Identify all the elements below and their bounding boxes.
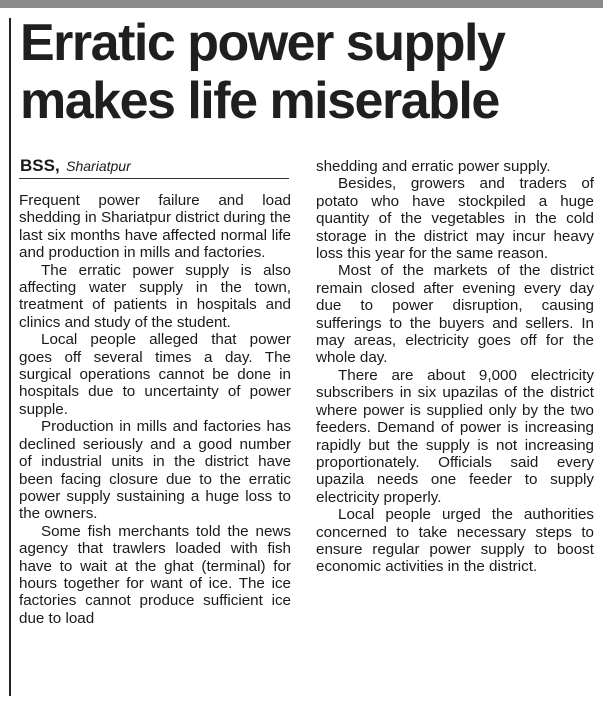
paragraph: There are about 9,000 electricity subscribers in six upazilas of the district where power is supplied only by the two feeders. Demand of power is increasing rapidly but the supply is not increasing proportionately. Officials said every upazila needs one feeder to supply electricity properly. — [316, 366, 594, 506]
left-column-rule — [9, 18, 11, 696]
top-border-bar — [0, 0, 615, 8]
paragraph: Most of the markets of the district remain closed after evening every day due to power disruption, causing sufferings to the buyers and sellers. In may areas, electricity goes off for the whole day. — [316, 262, 594, 367]
byline-place: Shariatpur — [66, 158, 131, 174]
paragraph-continued: shedding and erratic power supply. — [316, 158, 551, 175]
paragraph: Local people urged the authorities concerned to take necessary steps to ensure regular power supply to boost economic activities in the district. — [316, 506, 594, 576]
article-headline: Erratic power supply makes life miserable — [20, 14, 505, 130]
paragraph: The erratic power supply is also affecting water supply in the town, treatment of patients in hospitals and clinics and study of the student. — [19, 261, 291, 331]
paragraph: Local people alleged that power goes off several times a day. The surgical operations cannot be done in hospitals due to uncertainty of power supple. — [19, 331, 291, 418]
paragraph: Frequent power failure and load shedding in Shariatpur district during the last six months have affected normal life and production in mills and factories. — [19, 192, 291, 262]
page-right-margin — [603, 0, 615, 707]
article-column-right — [316, 158, 594, 576]
article-column-left — [19, 192, 291, 627]
byline-agency: BSS, — [20, 156, 60, 175]
paragraph: Some fish merchants told the news agency that trawlers loaded with fish have to wait at the ghat (terminal) for hours together for want of ice. The ice factories cannot produce sufficient ice due to load — [19, 522, 291, 627]
byline-rule — [19, 178, 289, 179]
paragraph: Besides, growers and traders of potato who have stockpiled a huge quantity of the vegetables in the cold storage in the district may incur heavy loss this year for the same reason. — [316, 175, 594, 263]
paragraph: Production in mills and factories has declined seriously and a good number of industrial units in the district have been facing closure due to the erratic power supply sustaining a huge loss to the owners. — [19, 418, 291, 523]
byline — [20, 156, 131, 177]
